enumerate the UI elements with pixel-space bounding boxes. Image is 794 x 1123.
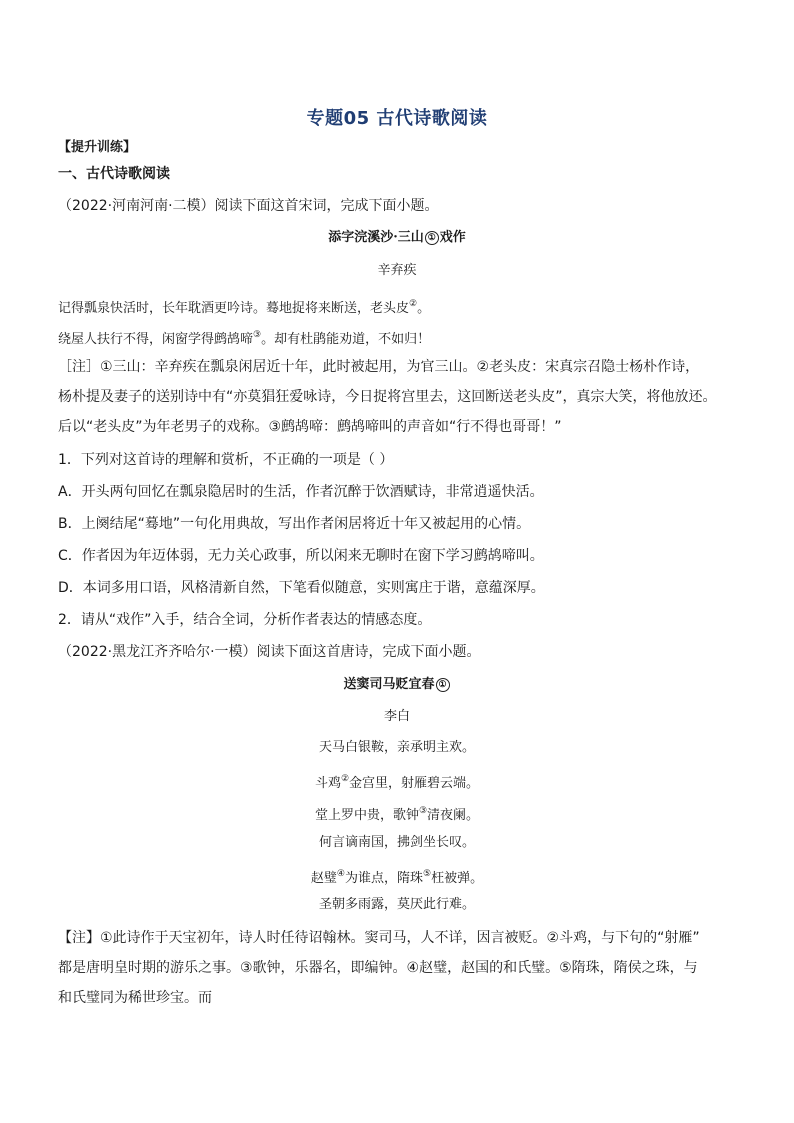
q1-poem-title-a: 添字浣溪沙·三山 [328,230,424,245]
q1-source: （2022·河南河南·二模）阅读下面这首宋词，完成下面小题。 [58,198,439,214]
section-tag: 【提升训练】 [58,140,137,155]
q2-l2-a: 斗鸡 [314,776,341,791]
q2-poem-line-2 [0,769,794,794]
q2-note-2: 都是唐明皇时期的游乐之事。③歌钟，乐器名，即编钟。④赵璧，赵国的和氏璧。⑤隋珠，隋侯之珠，与 [58,960,698,976]
q1-poem-title-mark: ① [425,231,439,245]
q1-line2-mark: ③ [253,330,262,340]
section-heading: 一、古代诗歌阅读 [58,166,170,182]
q2-l5-mark-2: ⑤ [423,869,432,879]
q2-note-3: 和氏璧同为稀世珍宝。而 [58,990,212,1006]
page-title: 专题05 古代诗歌阅读 [306,108,488,129]
q2-poem-line-4: 何言谪南国，拂剑坐长叹。 [318,835,475,850]
q1-poem-title [0,228,794,248]
q2-poem-title-mark: ① [436,678,450,692]
q2-poem-title-text: 送窦司马贬宜春 [343,677,435,692]
q2-note-1: 【注】①此诗作于天宝初年，诗人时任待诏翰林。窦司马，人不详，因言被贬。②斗鸡，与下句的“射雁” [58,930,700,946]
q2-l5-a: 赵璧 [310,871,337,886]
q1-question-1: 1．下列对这首诗的理解和赏析，不正确的一项是（ ） [58,452,394,468]
q2-author: 李白 [383,709,410,724]
q2-poem-line-3 [0,801,794,826]
q1-poem-title-b: 戏作 [439,230,466,245]
q2-l2-mark: ② [340,774,350,784]
q2-l5-c: 枉被弹。 [431,871,484,886]
q1-author: 辛弃疾 [377,263,417,278]
q1-option-d: D．本词多用口语，风格清新自然，下笔看似随意，实则寓庄于谐，意蕴深厚。 [58,580,545,596]
q2-poem-title [0,675,794,695]
q1-line1-mark: ② [409,299,418,309]
q2-poem-line-1: 天马白银鞍，亲承明主欢。 [318,740,475,755]
q1-poem-line-2 [58,325,754,350]
q1-note-2: 杨朴提及妻子的送别诗中有“亦莫猖狂爱咏诗，今日捉将宫里去，这回断送老头皮”，真宗大笑，将他放还。 [58,389,717,405]
q1-option-a: A．开头两句回忆在瓢泉隐居时的生活，作者沉醉于饮酒赋诗，非常逍遥快活。 [58,484,544,500]
q1-option-b: B．上阕结尾“蓦地”一句化用典故，写出作者闲居将近十年又被起用的心情。 [58,516,531,532]
q1-question-2: 2．请从“戏作”入手，结合全词，分析作者表达的情感态度。 [58,612,432,628]
q1-note-1: ［注］①三山：辛弃疾在瓢泉闲居近十年，此时被起用，为官三山。②老头皮：宋真宗召隐士杨朴作诗， [58,359,700,375]
q2-poem-line-6: 圣朝多雨露，莫厌此行难。 [318,897,475,912]
q2-source: （2022·黑龙江齐齐哈尔·一模）阅读下面这首唐诗，完成下面小题。 [58,644,481,660]
q2-l3-b: 清夜阑。 [427,808,480,823]
q2-l3-a: 堂上罗中贵，歌钟 [314,808,419,823]
q2-l5-mark-1: ④ [336,869,345,879]
q1-line2-b: 。却有杜鹃能劝道，不如归！ [261,332,431,347]
q1-option-c: C．作者因为年迈体弱，无力关心政事，所以闲来无聊时在窗下学习鹧鸪啼叫。 [58,548,544,564]
q1-line1-b: 。 [417,301,431,316]
q2-poem-line-5 [0,864,794,889]
q1-line1-a: 记得瓢泉快活时，长年耽酒更吟诗。蓦地捉将来断送，老头皮 [58,301,410,316]
q2-l3-mark: ③ [418,806,428,816]
q1-line2-a: 绕屋人扶行不得，闲窗学得鹧鸪啼 [58,332,254,347]
q1-poem-line-1 [58,294,754,319]
q1-note-3: 后以“老头皮”为年老男子的戏称。③鹧鸪啼：鹧鸪啼叫的声音如“行不得也哥哥！” [58,419,562,435]
q2-l2-b: 金宫里，射雁碧云端。 [349,776,480,791]
q2-l5-b: 为谁点，隋珠 [344,871,423,886]
